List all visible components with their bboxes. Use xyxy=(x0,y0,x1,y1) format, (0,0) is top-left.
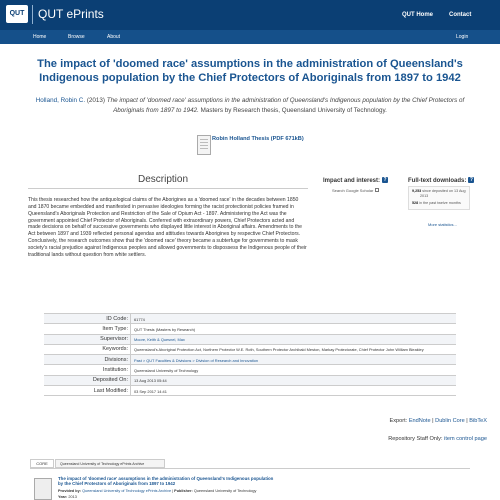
core-year xyxy=(58,495,77,499)
citation-title: The impact of 'doomed race' assumptions in the administration of Queensland's Indigenous population by the Chief Protectors of Aboriginals from 1897 to 1942. xyxy=(106,97,465,114)
downloads-heading xyxy=(408,177,474,184)
publisher-name: Queensland University of Technology xyxy=(193,489,257,493)
login-link[interactable]: Login xyxy=(456,34,469,40)
metadata-row xyxy=(44,365,456,375)
impact-title: Impact and interest: xyxy=(323,178,381,184)
page-title: The impact of 'doomed race' assumptions in the administration of Queensland's Indigenous population by the Chief Protectors of Aboriginals from 1897 to 1942 xyxy=(37,58,463,84)
metadata-divider xyxy=(130,376,131,385)
metadata-divider xyxy=(130,386,131,395)
citation-rest: Masters by Research thesis, Queensland University of Technology. xyxy=(200,106,387,114)
help-icon[interactable]: ? xyxy=(383,177,387,183)
description-divider xyxy=(28,188,308,189)
downloads-recent-suffix: in the past twelve months xyxy=(419,201,461,205)
downloads-box xyxy=(408,186,470,210)
author-link[interactable]: Holland, Robin C. xyxy=(35,97,86,104)
downloads-total-suffix: since deposited on 13 Aug xyxy=(422,189,466,193)
metadata-divider xyxy=(130,335,131,344)
site-title[interactable]: QUT ePrints xyxy=(38,7,104,21)
downloads-recent-count: 528 xyxy=(412,201,419,205)
metadata-label: Keywords: xyxy=(102,346,128,353)
metadata-divider xyxy=(130,365,131,374)
downloads-total-year: 2013 xyxy=(420,194,429,198)
metadata-row xyxy=(44,345,456,355)
core-provider: Provided by: Queensland University of Technology ePrints Archive | Publisher: Queensland University of Technology xyxy=(58,489,257,493)
metadata-row xyxy=(44,376,456,386)
help-icon[interactable]: ? xyxy=(469,177,473,183)
metadata-row xyxy=(44,314,456,324)
metadata-divider xyxy=(130,345,131,354)
abstract-text: This thesis researched how the antiquological claims of the Aborigines as a 'doomed race' in the decades between 1850 and 1870 became embedded and manifested in pervasive ideologies forming the racist protectionist policies framed in Queensland's Aboriginals Protection and Restriction of the Sale of Opium Act - 1897. Administering the Act was the government appointed Chief Protector of Aboriginals. Conferred with extraordinary powers, Chief Protectors acted and made decisions on behalf of successive governments who displayed little interest in Aboriginal affairs. Amendments to the Act between 1897 and 1939 reflected personal agendas and attitudes towards Aborigines by respective Chief Protectors. Conclusively, the research outcomes show that the 'doomed race' theory became a subterfuge for governments to mask society's racial prejudice against Indigenous peoples and allowed governments to dispossess the Indigenous people of their traditional lands without question from white settlers. xyxy=(28,197,307,258)
contact-link[interactable]: Contact xyxy=(449,12,472,18)
metadata-value: 61774 xyxy=(134,316,145,322)
metadata-row xyxy=(44,355,456,365)
core-tab[interactable]: CORE xyxy=(30,459,54,468)
metadata-value: Queensland University of Technology xyxy=(134,367,199,373)
metadata-value: 03 Sep 2017 14:41 xyxy=(134,388,167,394)
google-scholar-link[interactable] xyxy=(332,188,379,193)
core-divider xyxy=(30,468,470,469)
metadata-table xyxy=(44,313,456,396)
metadata-label: ID Code: xyxy=(106,315,128,322)
provider-link[interactable]: Queensland University of Technology ePrints Archive xyxy=(82,489,172,493)
core-item-title[interactable]: The impact of 'doomed race' assumptions in the administration of Queensland's Indigenous population by the Chief Protectors of Aboriginals from 1897 to 1942 xyxy=(58,476,274,487)
more-statistics-link[interactable]: More statistics... xyxy=(428,222,457,227)
metadata-row xyxy=(44,324,456,334)
export-dublin-core-link[interactable]: Dublin Core xyxy=(435,418,465,424)
nav-browse[interactable]: Browse xyxy=(68,34,85,40)
export-links: Export: EndNote | Dublin Core | BibTeX xyxy=(389,418,487,424)
qut-home-link[interactable]: QUT Home xyxy=(402,12,434,18)
citation xyxy=(30,96,470,115)
pdf-document-icon[interactable] xyxy=(197,135,211,155)
export-bibtex-link[interactable]: BibTeX xyxy=(469,418,487,424)
metadata-divider xyxy=(130,324,131,333)
nav-about[interactable]: About xyxy=(107,34,121,40)
metadata-label: Deposited On: xyxy=(92,377,128,384)
qut-archive-tab[interactable]: Queensland University of Technology ePrints Archive xyxy=(55,459,165,468)
metadata-label: Supervisor: xyxy=(100,336,128,343)
provided-by-label: Provided by: xyxy=(58,489,81,493)
qut-logo[interactable]: QUT xyxy=(6,5,28,23)
metadata-row xyxy=(44,335,456,345)
impact-heading xyxy=(323,177,388,184)
metadata-divider xyxy=(130,355,131,364)
top-bar xyxy=(0,0,500,30)
metadata-row xyxy=(44,386,456,396)
export-endnote-link[interactable]: EndNote xyxy=(408,418,431,424)
metadata-label: Divisions: xyxy=(104,356,128,363)
thesis-pdf-link[interactable]: Robin Holland Thesis (PDF 671kB) xyxy=(212,136,304,142)
staff-links xyxy=(388,436,487,442)
metadata-value[interactable]: Past > QUT Faculties & Divisions > Division of Research and Innovation xyxy=(134,357,259,363)
metadata-label: Institution: xyxy=(102,366,128,373)
item-control-page-link[interactable]: item control page xyxy=(444,436,487,442)
nav-bar xyxy=(0,30,500,44)
downloads-title: Full-text downloads: xyxy=(408,178,467,184)
scholar-label: Search Google Scholar xyxy=(332,188,374,193)
description-heading: Description xyxy=(137,174,189,185)
external-link-icon xyxy=(375,188,379,192)
staff-label: Repository Staff Only: xyxy=(388,436,443,442)
downloads-total-count: 9,253 xyxy=(412,189,422,193)
metadata-value: Queensland's Aboriginal Protection Act, Northern Protector W.E. Roth, Southern Protector Archibald Meston, Markay Protectorate, Chief Protector John William Bleakley xyxy=(134,347,424,353)
downloads-recent xyxy=(412,201,461,205)
logo-divider xyxy=(32,5,33,24)
nav-home[interactable]: Home xyxy=(33,34,47,40)
citation-year: (2013) xyxy=(86,97,106,104)
metadata-label: Last Modified: xyxy=(93,387,128,394)
year-label: Year: xyxy=(58,495,68,499)
metadata-label: Item Type: xyxy=(102,325,128,332)
document-thumbnail[interactable] xyxy=(34,478,52,500)
publisher-label: Publisher: xyxy=(174,489,193,493)
metadata-value: QUT Thesis (Masters by Research) xyxy=(134,326,196,332)
year-value: 2013 xyxy=(68,495,77,499)
export-label: Export: xyxy=(389,418,408,424)
metadata-divider xyxy=(130,314,131,323)
metadata-value[interactable]: Moore, Keith & Quesnel, Max xyxy=(134,337,185,343)
downloads-total xyxy=(412,189,466,193)
metadata-value: 13 Aug 2013 05:44 xyxy=(134,378,167,384)
